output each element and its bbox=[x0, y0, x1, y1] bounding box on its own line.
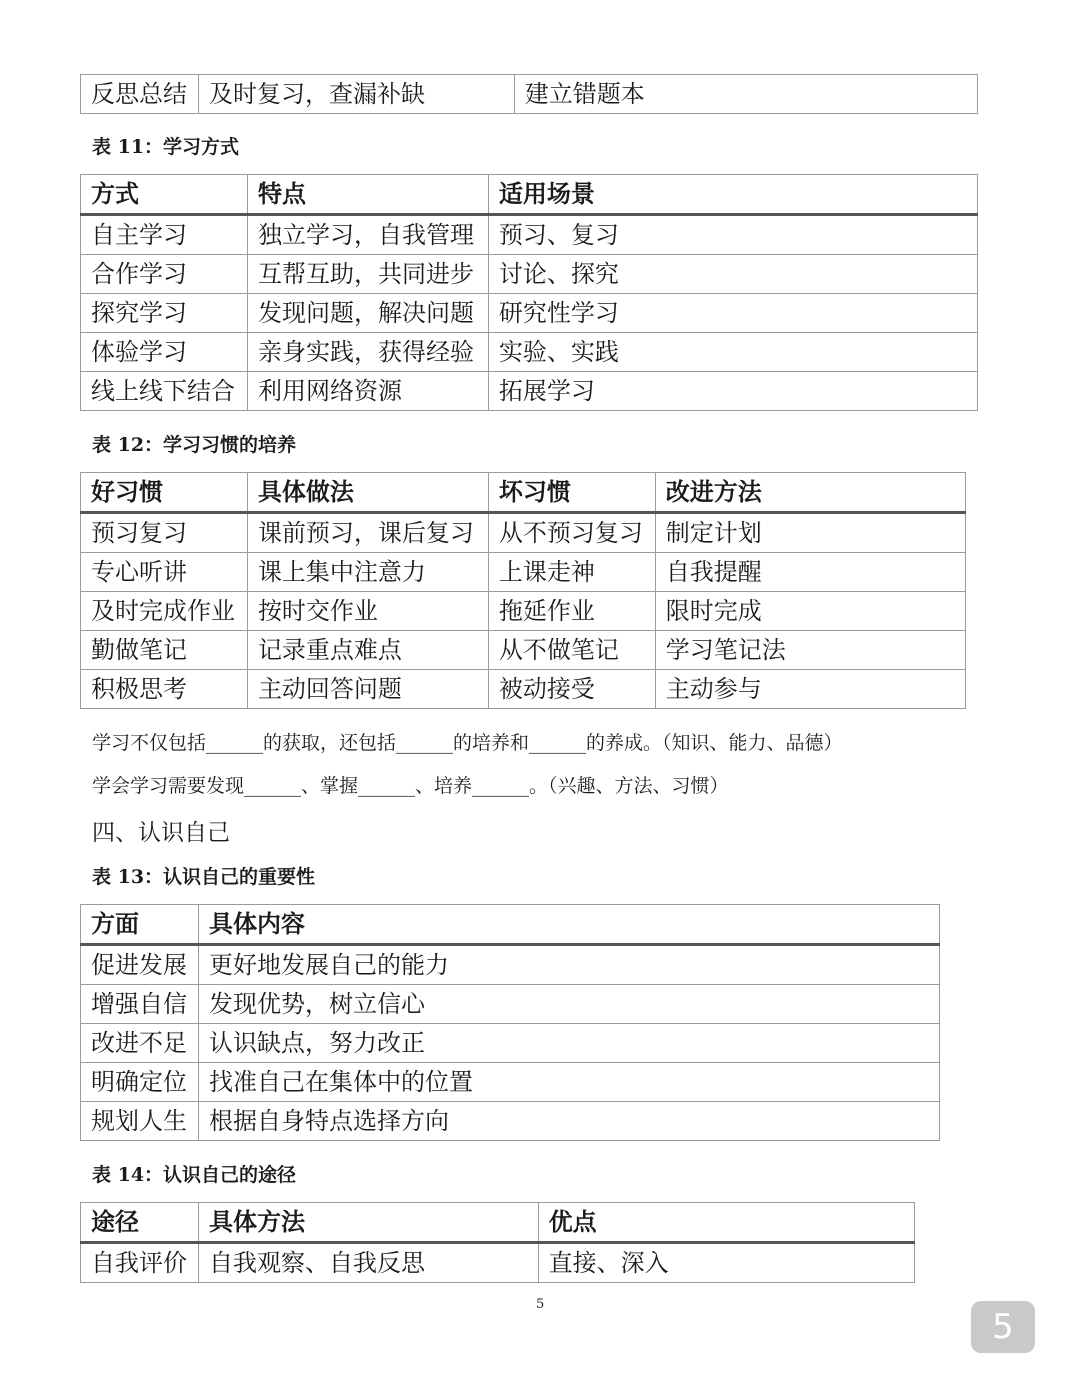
table11 bbox=[80, 174, 978, 411]
table-cell: 学习笔记法 bbox=[655, 631, 965, 670]
table-header-row bbox=[81, 175, 978, 215]
table-cell: 主动回答问题 bbox=[247, 670, 488, 709]
table-row bbox=[81, 1063, 940, 1102]
table-row bbox=[81, 553, 966, 592]
table-row bbox=[81, 1243, 915, 1283]
table14-caption: 表 14：认识自己的途径 bbox=[92, 1164, 297, 1186]
table-row bbox=[81, 215, 978, 255]
table-cell: 研究性学习 bbox=[488, 294, 977, 333]
table-cell: 自我提醒 bbox=[655, 553, 965, 592]
table-cell: 独立学习，自我管理 bbox=[247, 215, 488, 255]
table-cell: 规划人生 bbox=[81, 1102, 199, 1141]
table-row bbox=[81, 333, 978, 372]
column-header: 具体内容 bbox=[198, 905, 939, 945]
column-header: 方式 bbox=[81, 175, 248, 215]
column-header: 途径 bbox=[81, 1203, 199, 1243]
table-cell: 勤做笔记 bbox=[81, 631, 248, 670]
table-cell: 课上集中注意力 bbox=[247, 553, 488, 592]
table-cell: 更好地发展自己的能力 bbox=[198, 945, 939, 985]
table-cell: 讨论、探究 bbox=[488, 255, 977, 294]
table-cell: 从不预习复习 bbox=[488, 513, 655, 553]
table-cell: 互帮互助，共同进步 bbox=[247, 255, 488, 294]
table-cell: 主动参与 bbox=[655, 670, 965, 709]
table-cell: 记录重点难点 bbox=[247, 631, 488, 670]
table-cell: 发现问题，解决问题 bbox=[247, 294, 488, 333]
table-cell: 拖延作业 bbox=[488, 592, 655, 631]
table-cell: 反思总结 bbox=[81, 75, 199, 114]
fill-in-line-1: 学习不仅包括______的获取，还包括______的培养和______的养成。（知识、能力、品德） bbox=[92, 732, 843, 754]
column-header: 具体方法 bbox=[198, 1203, 538, 1243]
table-cell: 上课走神 bbox=[488, 553, 655, 592]
table-cell: 合作学习 bbox=[81, 255, 248, 294]
table-cell: 找准自己在集体中的位置 bbox=[198, 1063, 939, 1102]
table-row bbox=[81, 255, 978, 294]
column-header: 具体做法 bbox=[247, 473, 488, 513]
table-cell: 增强自信 bbox=[81, 985, 199, 1024]
table-cell: 自我评价 bbox=[81, 1243, 199, 1283]
table-header-row bbox=[81, 473, 966, 513]
table-cell: 从不做笔记 bbox=[488, 631, 655, 670]
table-cell: 按时交作业 bbox=[247, 592, 488, 631]
table-cell: 课前预习，课后复习 bbox=[247, 513, 488, 553]
table-cell: 拓展学习 bbox=[488, 372, 977, 411]
table-cell: 利用网络资源 bbox=[247, 372, 488, 411]
table13-caption: 表 13：认识自己的重要性 bbox=[92, 866, 316, 888]
table-cell: 体验学习 bbox=[81, 333, 248, 372]
table-row bbox=[81, 670, 966, 709]
column-header: 特点 bbox=[247, 175, 488, 215]
table-cell: 建立错题本 bbox=[514, 75, 977, 114]
table-row bbox=[81, 513, 966, 553]
table12-caption: 表 12：学习习惯的培养 bbox=[92, 434, 297, 456]
page-indicator-badge[interactable]: 5 bbox=[971, 1301, 1035, 1353]
table-cell: 亲身实践，获得经验 bbox=[247, 333, 488, 372]
table-cell: 自主学习 bbox=[81, 215, 248, 255]
table-cell: 明确定位 bbox=[81, 1063, 199, 1102]
table-row bbox=[81, 1102, 940, 1141]
table-row bbox=[81, 592, 966, 631]
table-cell: 制定计划 bbox=[655, 513, 965, 553]
column-header: 坏习惯 bbox=[488, 473, 655, 513]
table-row bbox=[81, 945, 940, 985]
column-header: 好习惯 bbox=[81, 473, 248, 513]
table-row bbox=[81, 75, 978, 114]
table-row bbox=[81, 631, 966, 670]
column-header: 优点 bbox=[538, 1203, 914, 1243]
page-number: 5 bbox=[536, 1297, 545, 1312]
table-header-row bbox=[81, 1203, 915, 1243]
table-cell: 认识缺点，努力改正 bbox=[198, 1024, 939, 1063]
table-cell: 及时完成作业 bbox=[81, 592, 248, 631]
table11-caption: 表 11：学习方式 bbox=[92, 136, 240, 158]
table-cell: 探究学习 bbox=[81, 294, 248, 333]
table-cell: 预习复习 bbox=[81, 513, 248, 553]
fill-in-line-2: 学会学习需要发现______、掌握______、培养______。（兴趣、方法、习惯） bbox=[92, 775, 729, 797]
table-cell: 发现优势，树立信心 bbox=[198, 985, 939, 1024]
table-cell: 及时复习，查漏补缺 bbox=[198, 75, 514, 114]
table-cell: 改进不足 bbox=[81, 1024, 199, 1063]
table-cell: 积极思考 bbox=[81, 670, 248, 709]
column-header: 改进方法 bbox=[655, 473, 965, 513]
table-cell: 实验、实践 bbox=[488, 333, 977, 372]
table-cell: 自我观察、自我反思 bbox=[198, 1243, 538, 1283]
table-cell: 直接、深入 bbox=[538, 1243, 914, 1283]
table-row bbox=[81, 1024, 940, 1063]
table-cell: 被动接受 bbox=[488, 670, 655, 709]
table-row bbox=[81, 985, 940, 1024]
table-cell: 预习、复习 bbox=[488, 215, 977, 255]
table-cell: 线上线下结合 bbox=[81, 372, 248, 411]
section-title: 四、认识自己 bbox=[92, 820, 230, 846]
table-cell: 专心听讲 bbox=[81, 553, 248, 592]
table-row bbox=[81, 294, 978, 333]
table14 bbox=[80, 1202, 915, 1283]
table-header-row bbox=[81, 905, 940, 945]
table-row bbox=[81, 372, 978, 411]
table-cell: 促进发展 bbox=[81, 945, 199, 985]
table-cell: 限时完成 bbox=[655, 592, 965, 631]
column-header: 适用场景 bbox=[488, 175, 977, 215]
table-cell: 根据自身特点选择方向 bbox=[198, 1102, 939, 1141]
column-header: 方面 bbox=[81, 905, 199, 945]
top-continuation-table bbox=[80, 74, 978, 114]
table13 bbox=[80, 904, 940, 1141]
table12 bbox=[80, 472, 966, 709]
